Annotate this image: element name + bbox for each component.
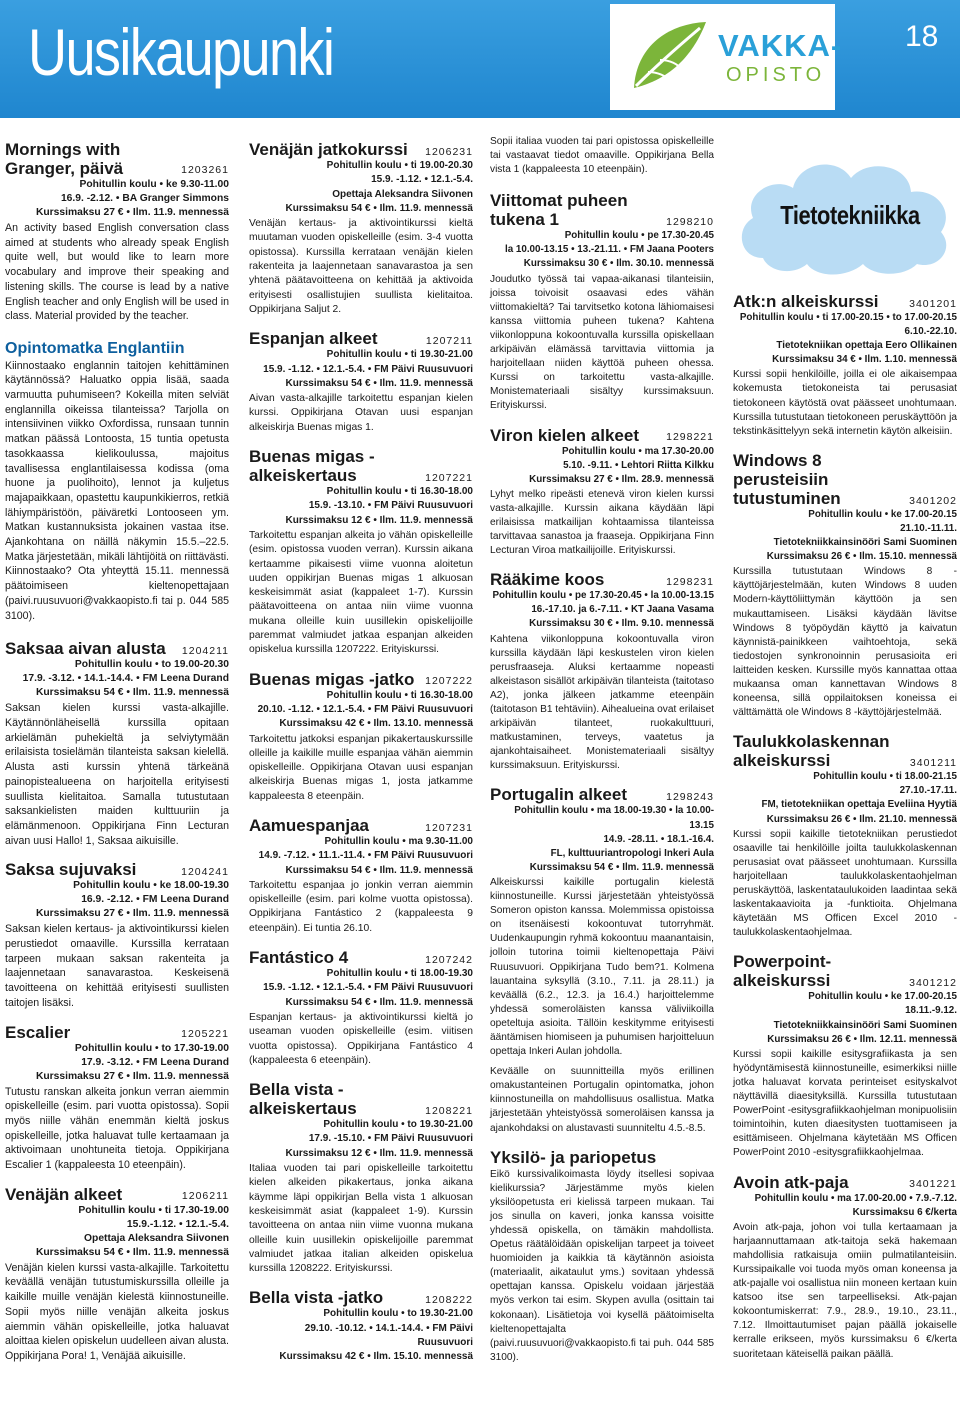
- course-meta: Pohitullin koulu • ke 9.30-11.00 16.9. -2.12. • BA Granger Simmons Kurssimaksu 27 € • Ilm. 11.9. mennessä: [35, 179, 229, 218]
- course-meta: Pohitullin koulu • ti 18.00-19.30 15.9. -1.12. • 12.1.-5.4. • FM Päivi Ruusuvuori Kurssimaksu 54 € • Ilm. 11.9. mennessä: [263, 968, 473, 1008]
- course-block: [490, 570, 714, 773]
- course-extra: Keväälle on suunnitteilla myös erillinen omakustanteinen Portugalin opintomatka, johon kiinnostuneilla on mahdollisuus osallistua. Matka järjestetään yhteistyössä someroläisen kanssa ja ajankohdaksi on alustavasti suunniteltu 4.5.-8.5.: [490, 1066, 714, 1134]
- course-description: Kahtena viikonloppuna kokoontuvalla viron kurssilla käydään läpi keskustelen viron kielen perusfraaseja. Aluksi kertaamme nopeasti alkeistason sisällöt arkipäivän tilanteista (taitotaso A2), jonka jälkeen jatkamme eteenpäin (taitotason B1 tehtäviin). Aihealueina ovat erilaiset arkipäivän tilanteet, ruokakulttuuri, matkustaminen, terveys, vaatetus ja ajankohtaisaiheet. Monistemateriaali sisältyy kurssimaksuun. Erityiskurssi.: [490, 633, 715, 772]
- course-title: Portugalin alkeet: [490, 785, 627, 805]
- logo-text-sub: OPISTO: [726, 64, 826, 86]
- continued-text: Sopii italiaa vuoden tai pari opistossa opiskelleille tai vastaavat tiedot omaaville. Oppikirjana Bella vista 1 (kappaleesta 10 eteenpäin).: [490, 136, 714, 176]
- course-description: An activity based English conversation class aimed at students who already speak English quite well, but would like to learn more vocabulary and improve their speaking and listening skills. The course is lead by a native English teacher and only English will be used in class. Material provided by the teacher.: [5, 222, 229, 323]
- course-block: [733, 1173, 957, 1362]
- course-title: Espanjan alkeet: [249, 329, 378, 349]
- course-meta: Pohitullin koulu • to 17.30-19.00 17.9. -3.12. • FM Leena Durand Kurssimaksu 27 € • Ilm. 11.9. mennessä: [35, 1042, 229, 1082]
- course-title: Taulukkolaskennan alkeiskurssi: [733, 732, 890, 771]
- course-description: Tarkoitettu jatkoksi espanjan pikakertauskurssille olleille ja kaikille muille espanjaa vähän aiemmin opiskelleille. Oppikirjana Otavan uusi espanjan alkeiskirja Buenas migas 1, josta jatkamme kappaleesta 8 eteenpäin.: [249, 733, 473, 802]
- course-block: [733, 451, 957, 720]
- course-meta: Pohitullin koulu • ke 17.00-20.15 21.10.-11.11. Tietotekniikkainsinööri Sami Suominen Kurssimaksu 26 € • Ilm. 15.10. mennessä: [766, 508, 957, 563]
- course-description: Venäjän kielen kurssi vasta-alkajille. Tarkoitettu keväällä venäjän tutustumiskurssilla olleille ja kaikille muille venäjän kielestä kiinnostuneille. Sopii myös niille venäjän alkeita joskus aiemmin vähän opiskelleille, jotka haluavat aloittaa kielen opiskelun uudelleen aivan alusta. Oppikirjana Pora! 1, Venäjää aikuisille.: [5, 1261, 229, 1362]
- course-title: Mornings with Granger, päivä: [5, 140, 124, 178]
- course-description: Espanjan kertaus- ja aktivointikurssi kieltä jo useaman vuoden opiskelleille (esim. viitisen vuotta opistossa). Oppikirjana Fantástico 4 (kappaleesta 6 eteenpäin).: [249, 1011, 473, 1066]
- course-meta: Pohitullin koulu • ke 18.00-19.30 16.9. -2.12. • FM Leena Durand Kurssimaksu 27 € • Ilm. 11.9. mennessä: [35, 880, 229, 920]
- column-3: [490, 134, 714, 1377]
- course-meta: Pohitullin koulu • to 19.00-20.30 17.9. -3.12. • 14.1.-14.4. • FM Leena Durand Kurssimaksu 54 € • Ilm. 11.9. mennessä: [22, 659, 229, 699]
- course-code: 3401212: [909, 977, 957, 990]
- page-number: 18: [905, 20, 939, 53]
- course-meta: Pohitullin koulu • pe 17.30-20.45 la 10.00-13.15 • 13.-21.11. • FM Jaana Pooters Kurssimaksu 30 € • Ilm. 30.10. mennessä: [504, 230, 714, 270]
- study-trip-description: Kiinnostaako englannin taitojen kehittäminen käytännössä? Haluatko oppia lisää, saada varmuutta puhumiseen? Kokeilla miten selviät englannilla oikeissa tilanteissa? Tarjolla on intensiivinen viikko Oxfordissa, runsaan tunnin matkan päässä Lontoosta, 15 tuntia opetusta tasokkaassa kielikoulussa, majoitus tavallisessa englantilaisessa kodissa (oma huone ja puolihoito), lennot ja kuljetus majapaikkaan, opastettu kaupunkikierros, retkiä lähiympäristöön, päiväretki Lontooseen ym. Matkan kustannuksista jokainen vastaa itse. Ajankohtana on näillä näkymin 15.5.–22.5. Matka järjestetään, mikäli lähtijöitä on riittävästi. Kiinnostaako? Ota yhteyttä 15.11. mennessä päätoimiseen kieltenopettajaan (paivi.ruusuvuori@vakkaopisto.fi tai p. 044 585 3100).: [5, 359, 229, 622]
- course-title: Bella vista -jatko: [249, 1288, 384, 1308]
- course-meta: Pohitullin koulu • ma 9.30-11.00 14.9. -7.12. • 11.1.-11.4. • FM Päivi Ruusuvuori Kurssimaksu 54 € • Ilm. 11.9. mennessä: [258, 835, 473, 876]
- course-title: Viittomat puheen tukena 1: [490, 191, 628, 230]
- course-title: Aamuespanjaa: [249, 815, 369, 835]
- column-1: [5, 140, 229, 1376]
- column-4: [733, 292, 957, 1374]
- course-title: Viron kielen alkeet: [490, 425, 639, 445]
- course-description: Joudutko työssä tai vapaa-aikanasi tilanteisiin, joissa toivoisit osaavasi edes vähän viittomakieltä? Tai tarvitsetko kotona lähiomaisesi kanssa viittomia puheen tukena? Kahtena viikonloppuna kokoontuvalla kurssilla opiskellaan arkipäivän elämässä tarvittavia viittomia ja harjoitellaan niiden käyttöä puheen ohessa. Kurssi on tarkoitettu vasta-alkajille. Monistemateriaali sisältyy kurssimaksuun. Erityiskurssi.: [490, 273, 714, 412]
- course-block: [733, 292, 957, 439]
- section-heading: Tietotekniikka: [780, 200, 920, 230]
- course-title: Bella vista -alkeiskertaus: [249, 1080, 357, 1119]
- course-title: Escalier: [5, 1022, 71, 1042]
- course-block: [249, 1080, 473, 1276]
- study-trip-block: [5, 339, 229, 623]
- course-code: 1208222: [425, 1294, 473, 1307]
- course-title: Buenas migas -alkeiskertaus: [249, 447, 375, 486]
- course-code: 1204241: [181, 865, 229, 878]
- page-title: Uusikaupunki: [28, 15, 334, 89]
- logo-text-main: VAKKA-: [718, 28, 843, 63]
- course-block: [490, 426, 714, 559]
- course-meta: Pohitullin koulu • ti 17.00-20.15 • to 17.00-20.15 6.10.-22.10. Tietotekniikan opettaja Eero Ollikainen Kurssimaksu 34 € • Ilm. 1.10. mennessä: [739, 312, 957, 366]
- course-title: Saksa sujuvaksi: [5, 860, 137, 880]
- course-description: Venäjän kertaus- ja aktivointikurssi kieltä muutaman vuoden opiskelleille (esim. 3-4 vuotta opistossa). Kurssilla kerrataan venäjän kielen rakenteita ja laajennetaan sanavarastoa ja sen yhtenä päätavoitteena on kehittää ja aktivoida erityisesti osallistujien suullista kielitaitoa. Oppikirjana Saljut 2.: [249, 218, 473, 315]
- course-title: Saksaa aivan alusta: [5, 639, 166, 659]
- course-meta: Pohitullin koulu • ti 19.00-20.30 15.9. -1.12. • 12.1.-5.4. Opettaja Aleksandra Siivonen Kurssimaksu 54 € • Ilm. 11.9. mennessä: [285, 160, 473, 214]
- leaf-logo-icon: [626, 18, 712, 96]
- course-description: Tarkoitettu espanjaa jo jonkin verran aiemmin opiskelleille (esim. pari kolme vuotta opistossa). Oppikirjana Fantástico 2 (kappaleesta 9 eteenpäin). Ei tuntia 26.10.: [249, 879, 473, 934]
- course-meta: Pohitullin koulu • ma 17.30-20.00 5.10. -9.11. • Lehtori Riitta Kilkku Kurssimaksu 27 € • Ilm. 28.9. mennessä: [529, 445, 714, 485]
- study-trip-title: Opintomatka Englantiin: [5, 339, 185, 357]
- course-meta: Pohitullin koulu • ti 17.30-19.00 15.9.-1.12. • 12.1.-5.4. Opettaja Aleksandra Siivonen Kurssimaksu 54 € • Ilm. 11.9. mennessä: [35, 1204, 229, 1258]
- course-title: Venäjän alkeet: [5, 1184, 123, 1204]
- course-title: Rääkime koos: [490, 570, 605, 590]
- course-meta: Pohitullin koulu • ma 18.00-19.30 • la 10.00-13.15 14.9. -28.11. • 18.1.-16.4. FL, kulttuuriantropologi Inkeri Aula Kurssimaksu 54 € • Ilm. 11.9. mennessä: [514, 805, 714, 873]
- course-code: 1204211: [181, 644, 229, 657]
- course-description: Tutustu ranskan alkeita jonkun verran aiemmin opiskelleille (esim. pari vuotta opistossa). Sopii myös niille vähän enemmän kieltä joskus opiskelleille, jotka haluavat tulle kertaamaan ja aktivoimaan unohtuneita tietoja. Oppikirjana Escalier 1 (kappaleesta 10 eteenpäin).: [5, 1085, 229, 1172]
- course-description: Alkeiskurssi kaikille portugalin kielestä kiinnostuneille. Kurssi järjestetään yhteistyössä Someron opiston kanssa. Molemmissa opistoissa on itsenäisesti kokoontuvat tutorryhmät. Uudenkaupungin ryhmä kokoontuu maanantaisin, jolloin tutorina toimii kieltenopettaja Päivi Ruusuvuori. Oppikirjana Tudo bem?1. Kolmena lauantaina syksyllä (3.10., 7.11. ja 28.11.) ja keväällä (6.2., 12.3. ja 16.4.) harjoittelemme yhdessä someroläisten kanssa väliviikoilla opeteltuja asioita. Tällöin keskitymme erityisesti ääntämisen hiomiseen ja puhumisen harjoitteluun opettaja Inkeri Aulan johdolla.: [490, 876, 714, 1058]
- course-block: [5, 860, 229, 1010]
- course-block: [249, 140, 473, 317]
- course-code: 3401201: [909, 297, 957, 310]
- course-block: [249, 329, 473, 435]
- course-code: 1206231: [425, 145, 473, 158]
- course-description: Kurssi sopii kaikille esitysgrafiikasta ja sen hyödyntämisestä kiinnostuneille, esimerkiksi niille jotka haluavat korvata perinteiset esityskalvot näyttävillä diaesityksillä. Kurssilla tutustutaan PowerPoint -esitysgrafiikkaohjelman monipuolisiin toimintoihin, kuten diaesitysten tuottamiseen ja esittämiseen. Ohjelmana käytetään MS Officen PowerPoint 2010 -esitysgrafiikkaohjelmaa.: [733, 1048, 957, 1159]
- course-code: 1205221: [181, 1027, 229, 1040]
- course-description: Saksan kielen kurssi vasta-alkajille. Käytännönläheisellä kurssilla opitaan arkielämän puhekieltä ja selviytymään erilaisista tosielämän tilanteista saksan kielellä. Alusta asti kurssin yhtenä tärkeänä painopistealueena on harjoitella erityisesti suullista kielitaitoa. Samalla tutustutaan saksankielisten maiden kulttuuriin ja elämänmenoon. Oppikirjana Finn Lecturan aivan uusi Hallo! 1, Saksaa aikuisille.: [5, 702, 229, 847]
- course-block: [5, 1185, 229, 1364]
- course-code: 1207242: [425, 953, 473, 966]
- course-block: [249, 670, 473, 804]
- course-code: 1208221: [425, 1104, 473, 1117]
- course-description: Eikö kurssivalikoimasta löydy itsellesi sopivaa kielikurssia? Järjestämme myös kielen yksilöopetusta eri kielissä tarpeen mukaan. Tai jos sinulla on kaveri, jonka kanssa voisitte yhdessä opiskella, on tämäkin mahdollista. Opetus räätälöidään opiskelijan tarpeet ja toiveet huomioiden ja kaikkia tä käytännön asioista (materiaalit, aikataulut yms.) sovitaan yhdessä opettajan kanssa. Opiskelu voidaan järjestää myös verkon tai esim. Skypen avulla (osittain tai kokonaan). Lisätietoja voi kysellä päätoimiselta kieltenopettajalta (paivi.ruusuvuori@vakkaopisto.fi tai puh. 044 585 3100).: [490, 1168, 714, 1363]
- course-block: [490, 1148, 714, 1365]
- course-meta: Pohitullin koulu • to 19.30-21.00 17.9. -15.10. • FM Päivi Ruusuvuori Kurssimaksu 12 € • Ilm. 11.9. mennessä: [285, 1119, 473, 1159]
- course-meta: Pohitullin koulu • ma 17.00-20.00 • 7.9.-7.12. Kurssimaksu 6 €/kerta: [754, 1192, 957, 1218]
- course-meta: Pohitullin koulu • to 19.30-21.00 29.10. -10.12. • 14.1.-14.4. • FM Päivi Ruusuvuori Kurssimaksu 42 € • Ilm. 15.10. mennessä: [279, 1308, 473, 1363]
- course-block: [490, 785, 714, 1135]
- course-title: Windows 8 perusteisiin tutustuminen: [733, 450, 841, 508]
- course-code: 1207222: [425, 675, 473, 688]
- course-block: [490, 191, 714, 413]
- course-code: 3401211: [909, 757, 957, 770]
- course-title: Avoin atk-paja: [733, 1172, 849, 1192]
- course-title: Atk:n alkeiskurssi: [733, 292, 879, 311]
- course-description: Kurssilla tutustutaan Windows 8 -käyttöjärjestelmään, kuten Windows 8 uuden Modern-käyttöliittymän käyttöön ja sen mukauttamiseen. Lisäksi käydään lävitse Windows 8 työpöydän käyttö ja kaivatun käynnistä-painikkeen vaihtoehtoja, sekä tiedostojen synkronoinnin perusasioita eri laitteiden kesken. Kurssille myös kannattaa ottaa mukaansa oman kannettavan Windows 8 koneensa, sillä oppilaitoksen koneissa ei välttämättä ole Windows 8 -käyttöjärjestelmää.: [733, 566, 957, 719]
- course-block: [249, 948, 473, 1068]
- course-description: Avoin atk-paja, johon voi tulla kertaamaan ja harjaannuttamaan atk-taitoja sekä hakemaan mahdollisia ratkaisuja omiin pulmatilanteisiin. Kurssipaikalle voi tuoda myös oman koneensa ja atk-pajalle voi osallistua niin moneen kertaan kuin katsoo itse sen tarpeelliseksi. Atk-pajan kokoontumiskerrat: 7.9., 28.9., 19.10., 23.11., 7.12. Ilmoittautumiset pajan päällä jokaiselle kerralle erikseen, myös kurssimaksu 6 €/kerta suoritetaan käteisellä paikan päällä.: [733, 1221, 957, 1360]
- course-code: 1298210: [666, 216, 714, 229]
- course-title: Fantástico 4: [249, 948, 349, 968]
- course-meta: Pohitullin koulu • ti 18.00-21.15 27.10.-17.11. FM, tietotekniikan opettaja Eveliina Hyytiä Kurssimaksu 26 € • Ilm. 21.10. mennessä: [761, 771, 957, 825]
- course-block: [5, 639, 229, 848]
- column-2: [249, 140, 473, 1377]
- course-block: [733, 732, 957, 940]
- course-block: [249, 1288, 473, 1364]
- course-block: [249, 447, 473, 658]
- page-header: [0, 0, 960, 118]
- course-code: 1298221: [666, 431, 714, 444]
- course-description: Kurssi sopii henkilöille, joilla ei ole aikaisempaa kokemusta tietokoneista tai perusasiat tietokoneen käytöstä ovat päässeet unohtumaan. Kurssilla tutustutaan tietokoneen peruskäyttöön ja tekstinkäsittelyyn sekä internetin käytön alkeisiin.: [733, 369, 957, 437]
- course-block: [5, 140, 229, 324]
- course-block: [733, 952, 957, 1160]
- course-code: 3401202: [909, 494, 957, 507]
- course-description: Tarkoitettu espanjan alkeita jo vähän opiskelleille (esim. opistossa vuoden verran). Kurssin aikana kertaamme pikaisesti viime vuonna aloitetun uuden oppikirjan Buenas migas 1 alkuosan keskeisimmät asiat (kappaleet 1-7). Kurssin päätavoitteena on antaa niin viime vuonna mukana olleille kuin uusillekin opiskelijoille paremmat valmiudet jatkaa espanjan alkeiden opiskelua kurssilla 1207222. Erityiskurssi.: [249, 529, 473, 656]
- course-title: Venäjän jatkokurssi: [249, 140, 408, 159]
- course-meta: Pohitullin koulu • pe 17.30-20.45 • la 10.00-13.15 16.-17.10. ja 6.-7.11. • KT Jaana Vasama Kurssimaksu 30 € • Ilm. 9.10. mennessä: [492, 590, 714, 630]
- course-description: Lyhyt melko ripeästi etenevä viron kielen kurssi vasta-alkajille. Kurssin aikana käydään läpi erilaisissa matkailijan kohtaamissa tilanteissa tarvittavaa sanastoa ja fraaseja. Oppikirjana Finn Lecturan Viroa matkailijoille. Erityiskurssi.: [490, 488, 714, 557]
- course-meta: Pohitullin koulu • ti 16.30-18.00 20.10. -1.12. • 12.1.-5.4. • FM Päivi Ruusuvuori Kurssimaksu 42 € • Ilm. 13.10. mennessä: [257, 689, 473, 730]
- course-code: 1207211: [425, 334, 473, 347]
- course-title: Buenas migas -jatko: [249, 669, 415, 689]
- course-description: Saksan kielen kertaus- ja aktivointikurssi kielen perustiedot omaaville. Kurssilla kerrataan tarpeen mukaan saksan rakenteita ja laajennetaan sanavarastoa. Keskeisenä tavoitteena on kehittää erityisesti suullisten taitojen lisäksi.: [5, 923, 229, 1009]
- course-title: Powerpoint-alkeiskurssi: [733, 952, 832, 991]
- course-code: 3401221: [909, 1178, 957, 1191]
- course-code: 1207221: [425, 471, 473, 484]
- course-description: Italiaa vuoden tai pari opiskelleille tarkoitettu kielen alkeiden pikakertaus, jonka aikana käymme läpi oppikirjan Bella vista 1 alkuosan keskeisimmät asiat (kappaleet 1-9). Kurssin tavoitteena on antaa niin viime vuonna mukana olleille kuin uusillekin opiskelijoille paremmat valmiudet jatkaa italian alkeiden opiskelua kurssilla 1208222. Erityiskurssi.: [249, 1163, 473, 1275]
- course-code: 1298243: [666, 791, 714, 804]
- course-description: Aivan vasta-alkajille tarkoitettu espanjan kielen kurssi. Oppikirjana Otavan uusi espanjan alkeiskirja Buenas migas 1.: [249, 393, 473, 433]
- course-code: 1207231: [425, 821, 473, 834]
- course-code: 1206211: [181, 1190, 229, 1203]
- course-meta: Pohitullin koulu • ti 19.30-21.00 15.9. -1.12. • 12.1.-5.4. • FM Päivi Ruusuvuori Kurssimaksu 54 € • Ilm. 11.9. mennessä: [263, 349, 473, 389]
- course-meta: Pohitullin koulu • ti 16.30-18.00 15.9. -13.10. • FM Päivi Ruusuvuori Kurssimaksu 12 € • Ilm. 11.9. mennessä: [285, 486, 473, 526]
- course-block: [5, 1023, 229, 1173]
- course-code: 1298231: [666, 576, 714, 589]
- course-title: Yksilö- ja pariopetus: [490, 1147, 657, 1167]
- course-description: Kurssi sopii kaikille tietotekniikan perustiedot osaaville tai henkilöille joilta taulukkolaskennan perusasiat ovat päässeet unohtumaan. Kurssilla harjoitellaan taulukkolaskentaohjelman peruskäyttöä, laskentataulukoiden laadintaa sekä laskentakaavioita ja -funktioita. Ohjelmana käytetään MS Officen Excel 2010 -taulukkolaskentaohjelmaa.: [733, 828, 957, 939]
- course-meta: Pohitullin koulu • ke 17.00-20.15 18.11.-9.12. Tietotekniikkainsinööri Sami Suominen Kurssimaksu 26 € • Ilm. 12.11. mennessä: [767, 991, 957, 1045]
- course-block: [249, 816, 473, 936]
- course-code: 1203261: [181, 164, 229, 177]
